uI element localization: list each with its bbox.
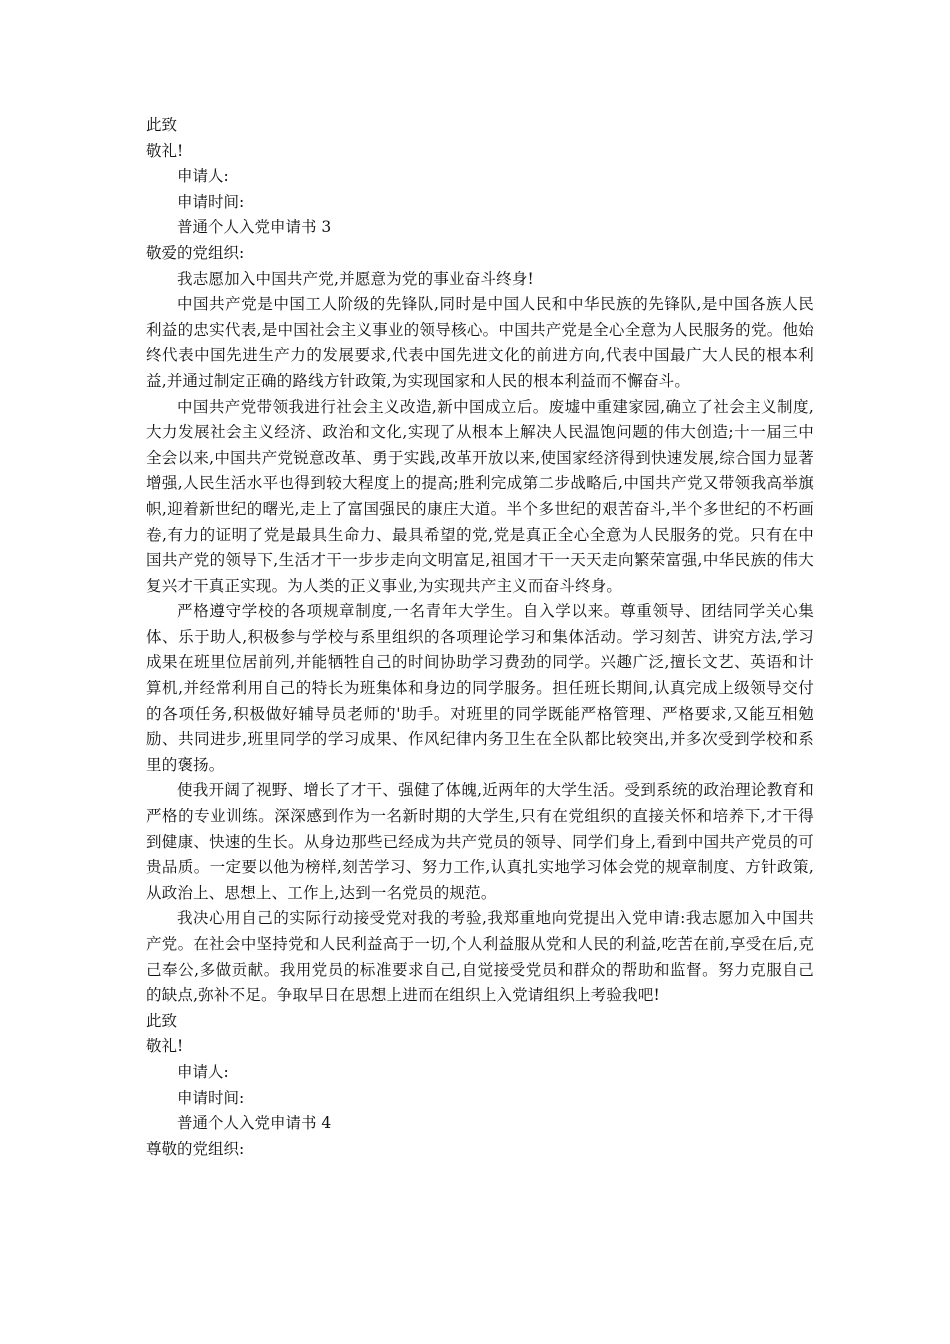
- section-title: 普通个人入党申请书 4: [177, 1114, 332, 1133]
- closing-regards: 敬礼!: [146, 1037, 184, 1056]
- paragraph: 中国共产党带领我进行社会主义改造,新中国成立后。废墟中重建家园,确立了社会主义制度,大力发展社会主义经济、政治和文化,实现了从根本上解决人民温饱问题的伟大创造;十一届三中全会以来,中国共产党锐意改革、勇于实践,改革开放以来,使国家经济得到快速发展,综合国力显著增强,人民生活水平也得到较大程度上的提高;胜利完成第二步战略后,中国共产党又带领我高举旗帜,迎着新世纪的曙光,走上了富国强民的康庄大道。半个多世纪的艰苦奋斗,半个多世纪的不朽画卷,有力的证明了党是最具生命力、最具希望的党,党是真正全心全意为人民服务的党。只有在中国共产党的领导下,生活才干一步步走向文明富足,祖国才干一天天走向繁荣富强,中华民族的伟大复兴才干真正实现。为人类的正义事业,为实现共产主义而奋斗终身。: [146, 397, 814, 595]
- applicant-label: 申请人:: [177, 1062, 229, 1081]
- paragraph: 我志愿加入中国共产党,并愿意为党的事业奋斗终身!: [177, 269, 534, 288]
- applicant-label: 申请人:: [177, 167, 229, 186]
- application-date-label: 申请时间:: [177, 1088, 245, 1107]
- closing-salutation: 此致: [146, 1011, 178, 1030]
- paragraph: 严格遵守学校的各项规章制度,一名青年大学生。自入学以来。尊重领导、团结同学关心集体、乐于助人,积极参与学校与系里组织的各项理论学习和集体活动。学习刻苦、讲究方法,学习成果在班里位居前列,并能牺牲自己的时间协助学习费劲的同学。兴趣广泛,擅长文艺、英语和计算机,并经常利用自己的特长为班集体和身边的同学服务。担任班长期间,认真完成上级领导交付的各项任务,积极做好辅导员老师的'助手。对班里的同学既能严格管理、严格要求,又能互相勉励、共同进步,班里同学的学习成果、作风纪律内务卫生在全队都比较突出,并多次受到学校和系里的褒扬。: [146, 602, 814, 774]
- greeting: 敬爱的党组织:: [146, 243, 245, 262]
- greeting: 尊敬的党组织:: [146, 1139, 245, 1158]
- closing-regards: 敬礼!: [146, 141, 184, 160]
- paragraph: 使我开阔了视野、增长了才干、强健了体魄,近两年的大学生活。受到系统的政治理论教育和严格的专业训练。深深感到作为一名新时期的大学生,只有在党组织的直接关怀和培养下,才干得到健康、快速的生长。从身边那些已经成为共产党员的领导、同学们身上,看到中国共产党员的可贵品质。一定要以他为榜样,刻苦学习、努力工作,认真扎实地学习体会党的规章制度、方针政策,从政治上、思想上、工作上,达到一名党员的规范。: [146, 781, 814, 902]
- paragraph: 中国共产党是中国工人阶级的先锋队,同时是中国人民和中华民族的先锋队,是中国各族人民利益的忠实代表,是中国社会主义事业的领导核心。中国共产党是全心全意为人民服务的党。他始终代表中国先进生产力的发展要求,代表中国先进文化的前进方向,代表中国最广大人民的根本利益,并通过制定正确的路线方针政策,为实现国家和人民的根本利益而不懈奋斗。: [146, 295, 814, 390]
- section-title: 普通个人入党申请书 3: [177, 218, 332, 237]
- closing-salutation: 此致: [146, 116, 178, 134]
- application-date-label: 申请时间:: [177, 192, 245, 211]
- document-page: [146, 113, 814, 1162]
- paragraph: 我决心用自己的实际行动接受党对我的考验,我郑重地向党提出入党申请:我志愿加入中国共产党。在社会中坚持党和人民利益高于一切,个人利益服从党和人民的利益,吃苦在前,享受在后,克己奉公,多做贡献。我用党员的标准要求自己,自觉接受党员和群众的帮助和监督。努力克服自己的缺点,弥补不足。争取早日在思想上进而在组织上入党请组织上考验我吧!: [146, 909, 814, 1005]
